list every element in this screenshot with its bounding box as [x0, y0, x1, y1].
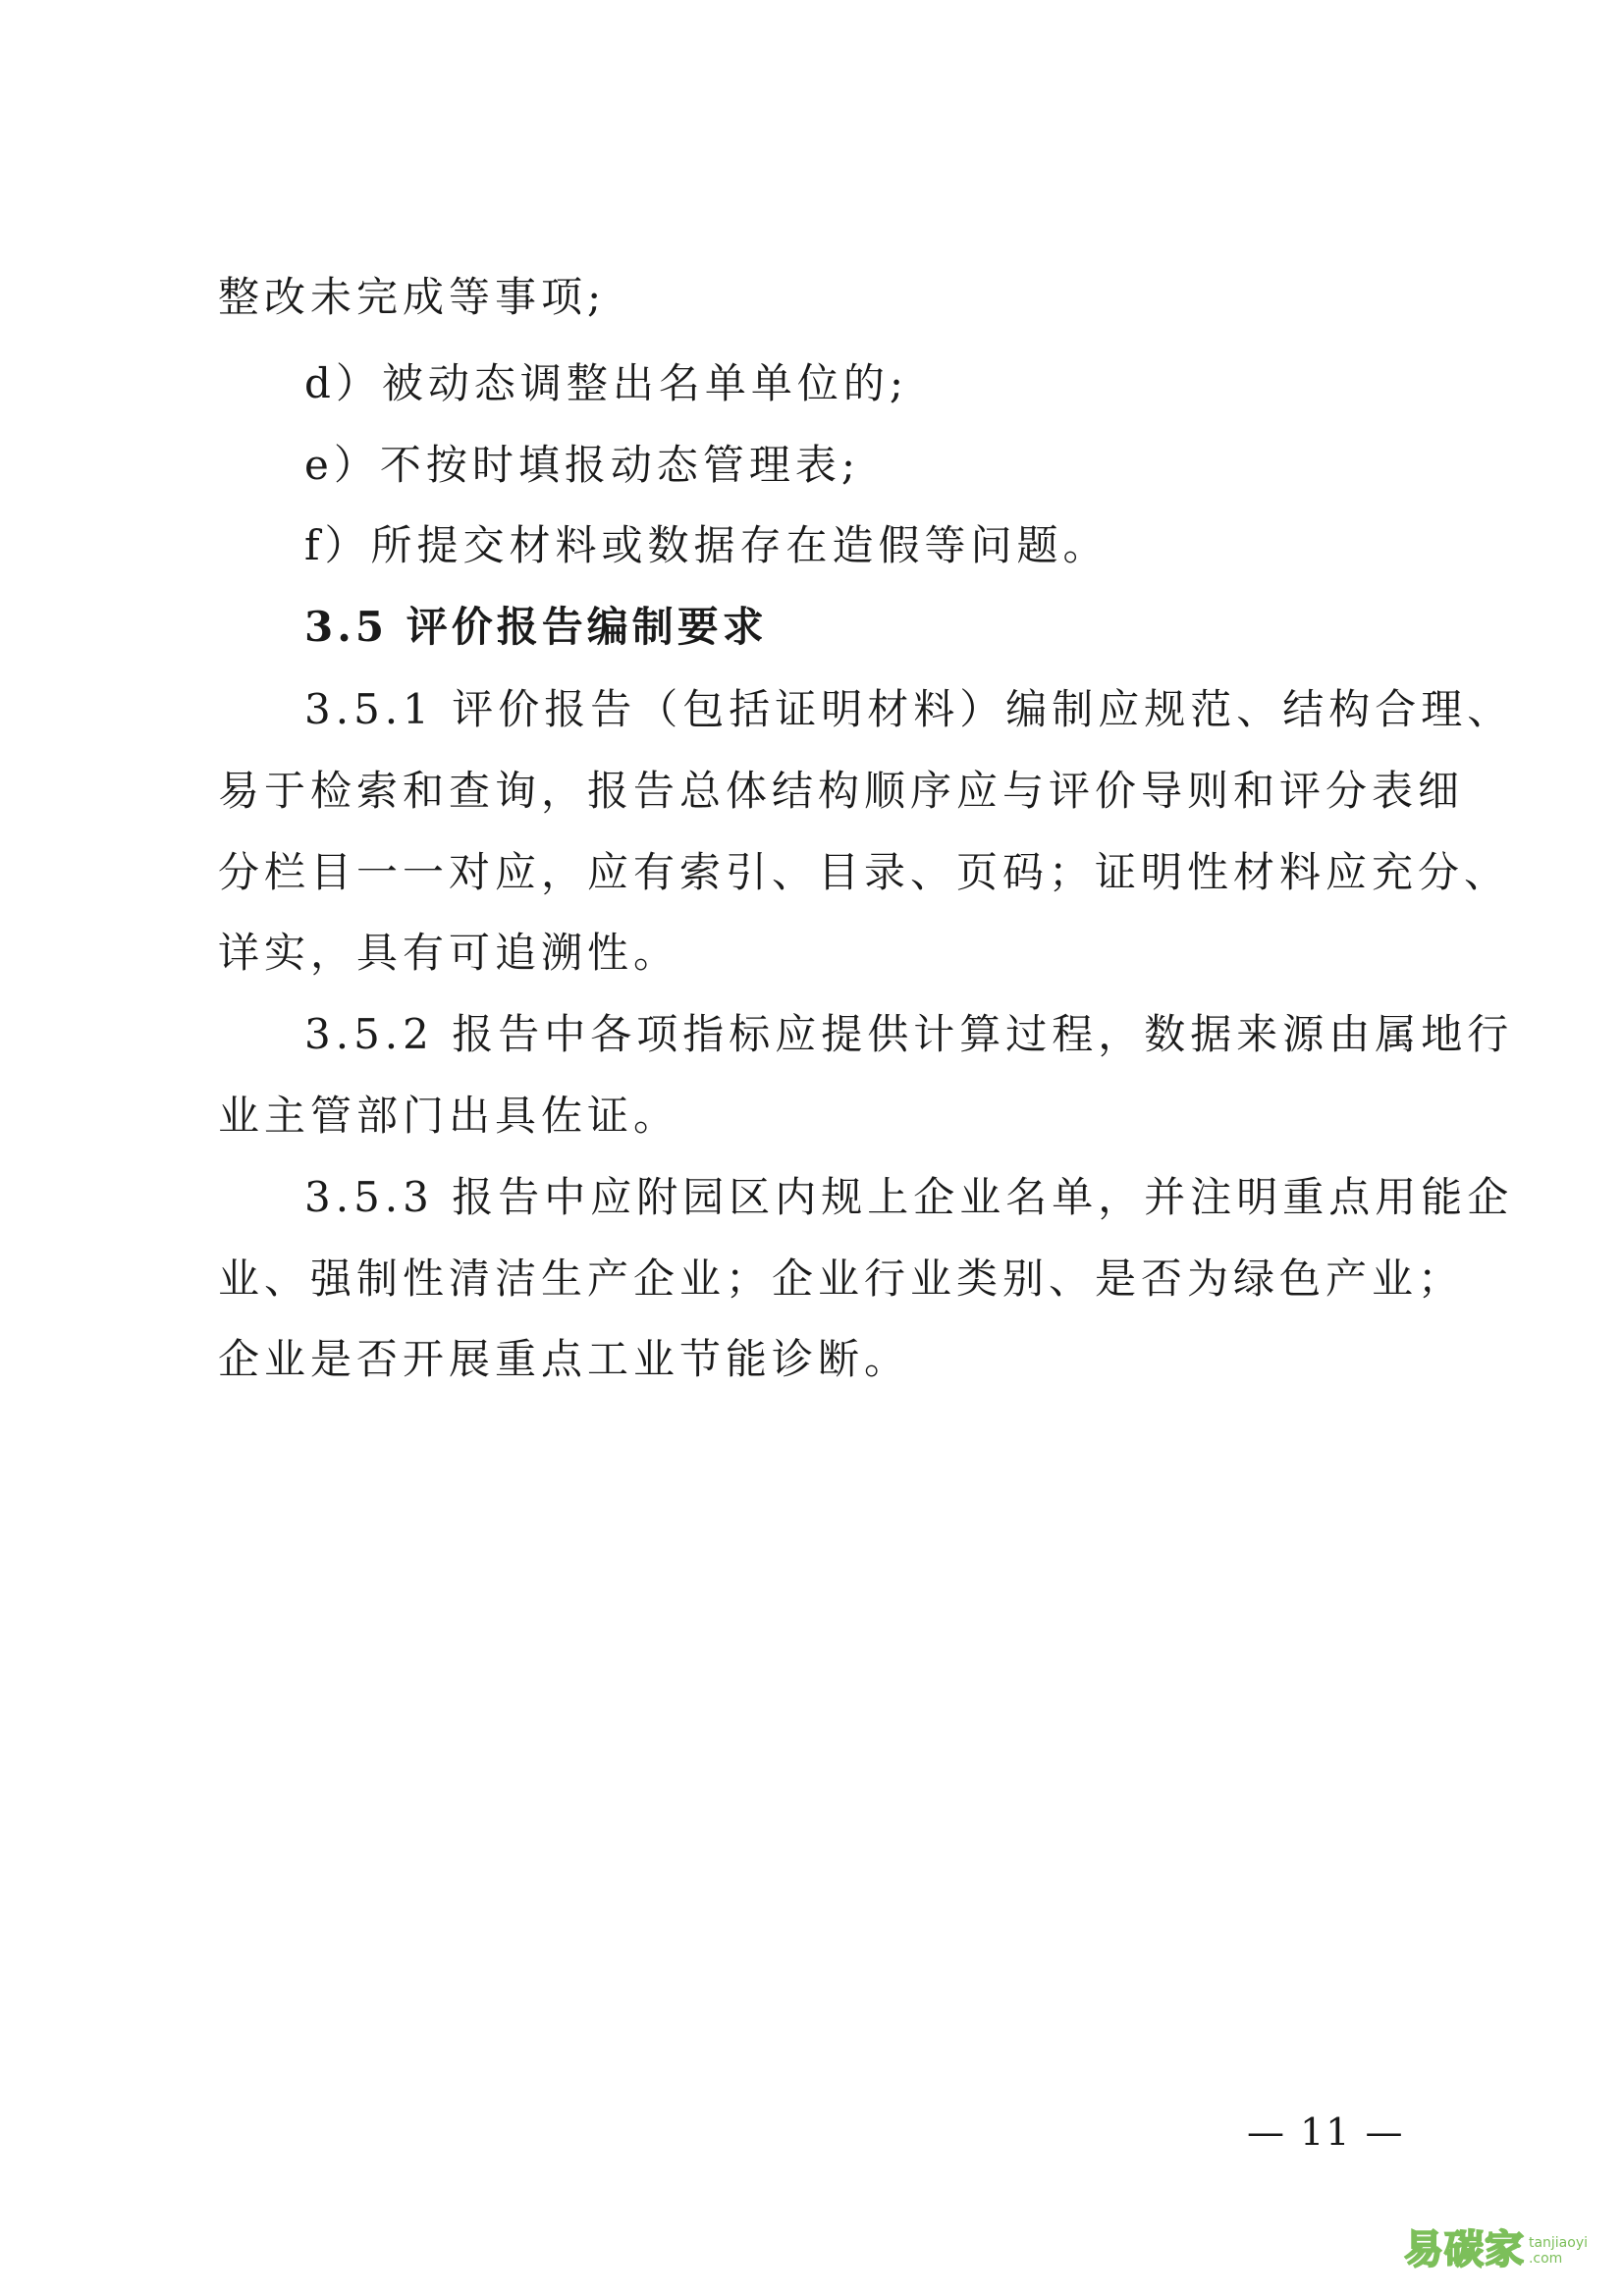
paragraph-3-5-1-line: 3.5.1 评价报告（包括证明材料）编制应规范、结构合理、: [304, 685, 1514, 733]
paragraph-3-5-1-line: 易于检索和查询，报告总体结构顺序应与评价导则和评分表细: [218, 767, 1465, 815]
paragraph-3-5-1-line: 分栏目一一对应，应有索引、目录、页码；证明性材料应充分、: [218, 848, 1511, 896]
paragraph-3-5-1-line: 详实，具有可追溯性。: [218, 929, 680, 977]
watermark-site-line2: .com: [1528, 2250, 1563, 2267]
paragraph-3-5-3-line: 3.5.3 报告中应附园区内规上企业名单，并注明重点用能企: [304, 1173, 1514, 1221]
watermark-logo: [1404, 2218, 1588, 2274]
paragraph-3-5-3-line: 企业是否开展重点工业节能诊断。: [218, 1335, 911, 1383]
paragraph-3-5-2-line: 业主管部门出具佐证。: [218, 1092, 680, 1140]
list-item-f: f）所提交材料或数据存在造假等问题。: [304, 521, 1109, 569]
paragraph-3-5-2-line: 3.5.2 报告中各项指标应提供计算过程，数据来源由属地行: [304, 1010, 1514, 1058]
page-number: — 11 —: [1247, 2110, 1405, 2154]
list-item-e: e）不按时填报动态管理表;: [304, 441, 861, 489]
watermark-site-line1: tanjiaoyi: [1528, 2235, 1588, 2252]
watermark-brand: 易碳家: [1403, 2227, 1525, 2272]
text-line: 整改未完成等事项;: [218, 273, 607, 321]
section-heading: 3.5 评价报告编制要求: [304, 603, 768, 651]
watermark-site: [1529, 2236, 1588, 2267]
list-item-d: d）被动态调整出名单单位的;: [304, 359, 909, 407]
paragraph-3-5-3-line: 业、强制性清洁生产企业；企业行业类别、是否为绿色产业；: [218, 1255, 1465, 1303]
